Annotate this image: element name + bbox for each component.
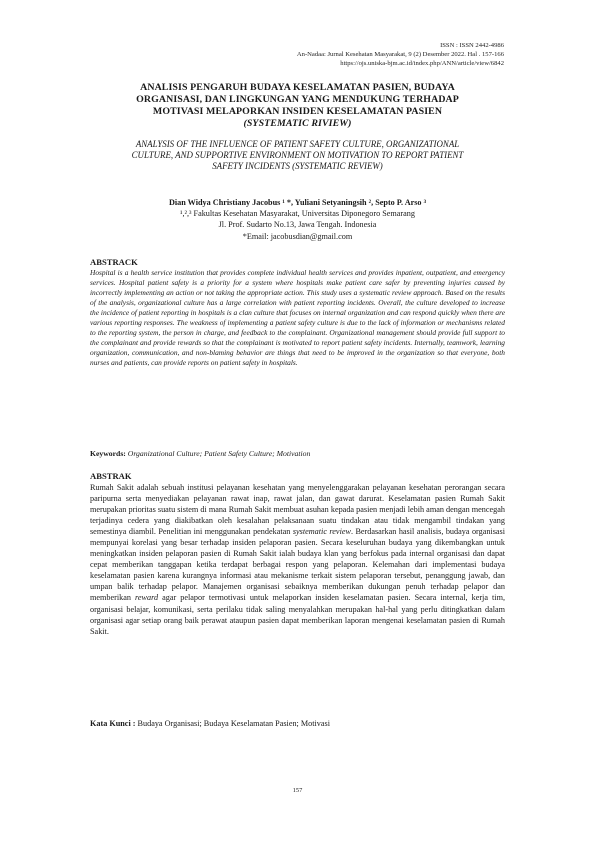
title-block [90,82,505,172]
author-block [90,197,505,242]
page-number: 157 [292,787,303,794]
title-en-line: SAFETY INCIDENTS (SYSTEMATIC REVIEW) [212,161,383,172]
title-id-line: (SYSTEMATIC RIVIEW) [243,117,352,129]
title-en-line: CULTURE, AND SUPPORTIVE ENVIRONMENT ON MOTIVATION TO REPORT PATIENT [131,149,464,160]
title-id-line: ORGANISASI, DAN LINGKUNGAN YANG MENDUKUNG TERHADAP [136,93,459,105]
title-id-line: ANALISIS PENGARUH BUDAYA KESELAMATAN PASIEN, BUDAYA [140,82,455,93]
abstract-id-text-part: . Berdasarkan hasil analisis, budaya organisasi mempunyai korelasi yang besar terhadap insiden pelaporan pasien. Secara keseluruhan budaya yang dikembangkan untuk meningkatkan insiden pelaporan pasien di Rumah Sakit ialah budaya klan yang berfokus pada internal organisasi dan dapat cepat memberikan tanggapan ketika terdapat berbagai respon yang pelaporan. Kelemahan dari implementasi budaya keselamatan pasien karena kurangnya informasi atau mekanisme terkait sistem pelaporan tersebut, penanggung jawab, dan umpan balik terhadap pelapor. Manajemen organisasi sebaiknya memberikan dukungan penuh terhadap pelapor dan memberikan [90,527,505,603]
keywords-id-value: Budaya Organisasi; Budaya Keselamatan Pasien; Motivasi [137,719,330,728]
keywords-indonesian [90,718,505,729]
author-affiliation: ¹,²,³ Fakultas Kesehatan Masyarakat, Universitas Diponegoro Semarang [180,209,415,219]
keywords-id-label: Kata Kunci : [90,719,136,728]
title-en-line: ANALYSIS OF THE INFLUENCE OF PATIENT SAFETY CULTURE, ORGANIZATIONAL [135,138,460,149]
keywords-en-value: Organizational Culture; Patient Safety Culture; Motivation [127,449,311,458]
abstract-id-heading: ABSTRAK [90,471,132,481]
paper-title-id [90,82,505,130]
abstract-en-text: Hospital is a health service institution that provides complete individual health services and provides inpatient, outpatient, and emergency services. Hospital patient safety is a priority for a system where hospitals make patient care safer by preventing injuries caused by incorrectly implementing an action or not taking the appropriate action. This study uses a systematic review approach. Based on the results of the analysis, organizational culture has a large correlation with patient reporting incidents. Overall, the culture developed to increase the incidence of patient reporting in hospitals is a clan culture that focuses on internal organization and can respond quickly when there are various reporting responses. The weakness of implementing a patient safety culture is due to the lack of information or mechanisms related to the reporting system, the person in charge, and feedback to the complainant. Organizational management should provide full support to the complainant and provide rewards so that the complainant is motivated to report patient safety incidents. Internally, teamwork, learning organization, communication, and non-blaming behavior are things that need to be improved in the organization so that everyone, both nurses and patients, can provide reports on patient safety in hospitals. [90,268,505,368]
abstract-english [90,257,505,368]
abstract-id-text-part: Rumah Sakit adalah sebuah institusi pelayanan kesehatan yang menyelenggarakan pelayanan kesehatan perorangan secara paripurna serta menyediakan pelayanan rawat inap, rawat jalan, dan gawat darurat. Keselamatan pasien Rumah Sakit merupakan prioritas suatu sistem di mana Rumah Sakit membuat asuhan kepada pasien menjadi lebih aman dengan mencegah terjadinya cedera yang diakibatkan oleh kesalahan pelaksanaan suatu tindakan atau tidak mengambil tindakan yang semestinya diambil. Penelitian ini menggunakan pendekatan [90,483,505,537]
issn-line: ISSN : ISSN 2442-4986 [440,42,504,49]
abstract-id-italic-term: systematic review [292,527,351,537]
abstract-en-heading: ABSTRACK [90,257,138,267]
paper-title-en [90,139,505,173]
journal-citation-line: An-Nadaa: Jurnal Kesehatan Masyarakat, 9 (2) Desember 2022. Hal . 157-166 [296,51,504,59]
keywords-english [90,449,505,459]
title-id-line: MOTIVASI MELAPORKAN INSIDEN KESELAMATAN PASIEN [152,105,443,117]
abstract-id-text-part: agar pelapor termotivasi untuk melaporkan insiden keselamatan pasien. Secara internal, kerja tim, organisasi belajar, komunikasi, serta perilaku tidak saling menyalahkan merupakan hal-hal yang perlu ditingkatkan dalam organisasi agar setiap orang baik perawat ataupun pasien dapat memberikan laporan mengenai keselamatan pasien di Rumah Sakit. [90,593,506,636]
author-email: *Email: jacobusdian@gmail.com [242,231,353,241]
author-address: Jl. Prof. Sudarto No.13, Jawa Tengah. Indonesia [218,220,377,230]
abstract-id-italic-term: reward [135,593,159,603]
journal-header [297,41,504,69]
author-names: Dian Widya Christiany Jacobus ¹ *, Yuliani Setyaningsih ², Septo P. Arso ³ [168,198,427,207]
keywords-en-label: Keywords: [90,449,126,458]
abstract-id-text [90,482,505,637]
journal-url-line: https://ojs.uniska-bjm.ac.id/index.php/ANN/article/view/6842 [340,60,504,68]
abstract-indonesian [90,471,505,637]
